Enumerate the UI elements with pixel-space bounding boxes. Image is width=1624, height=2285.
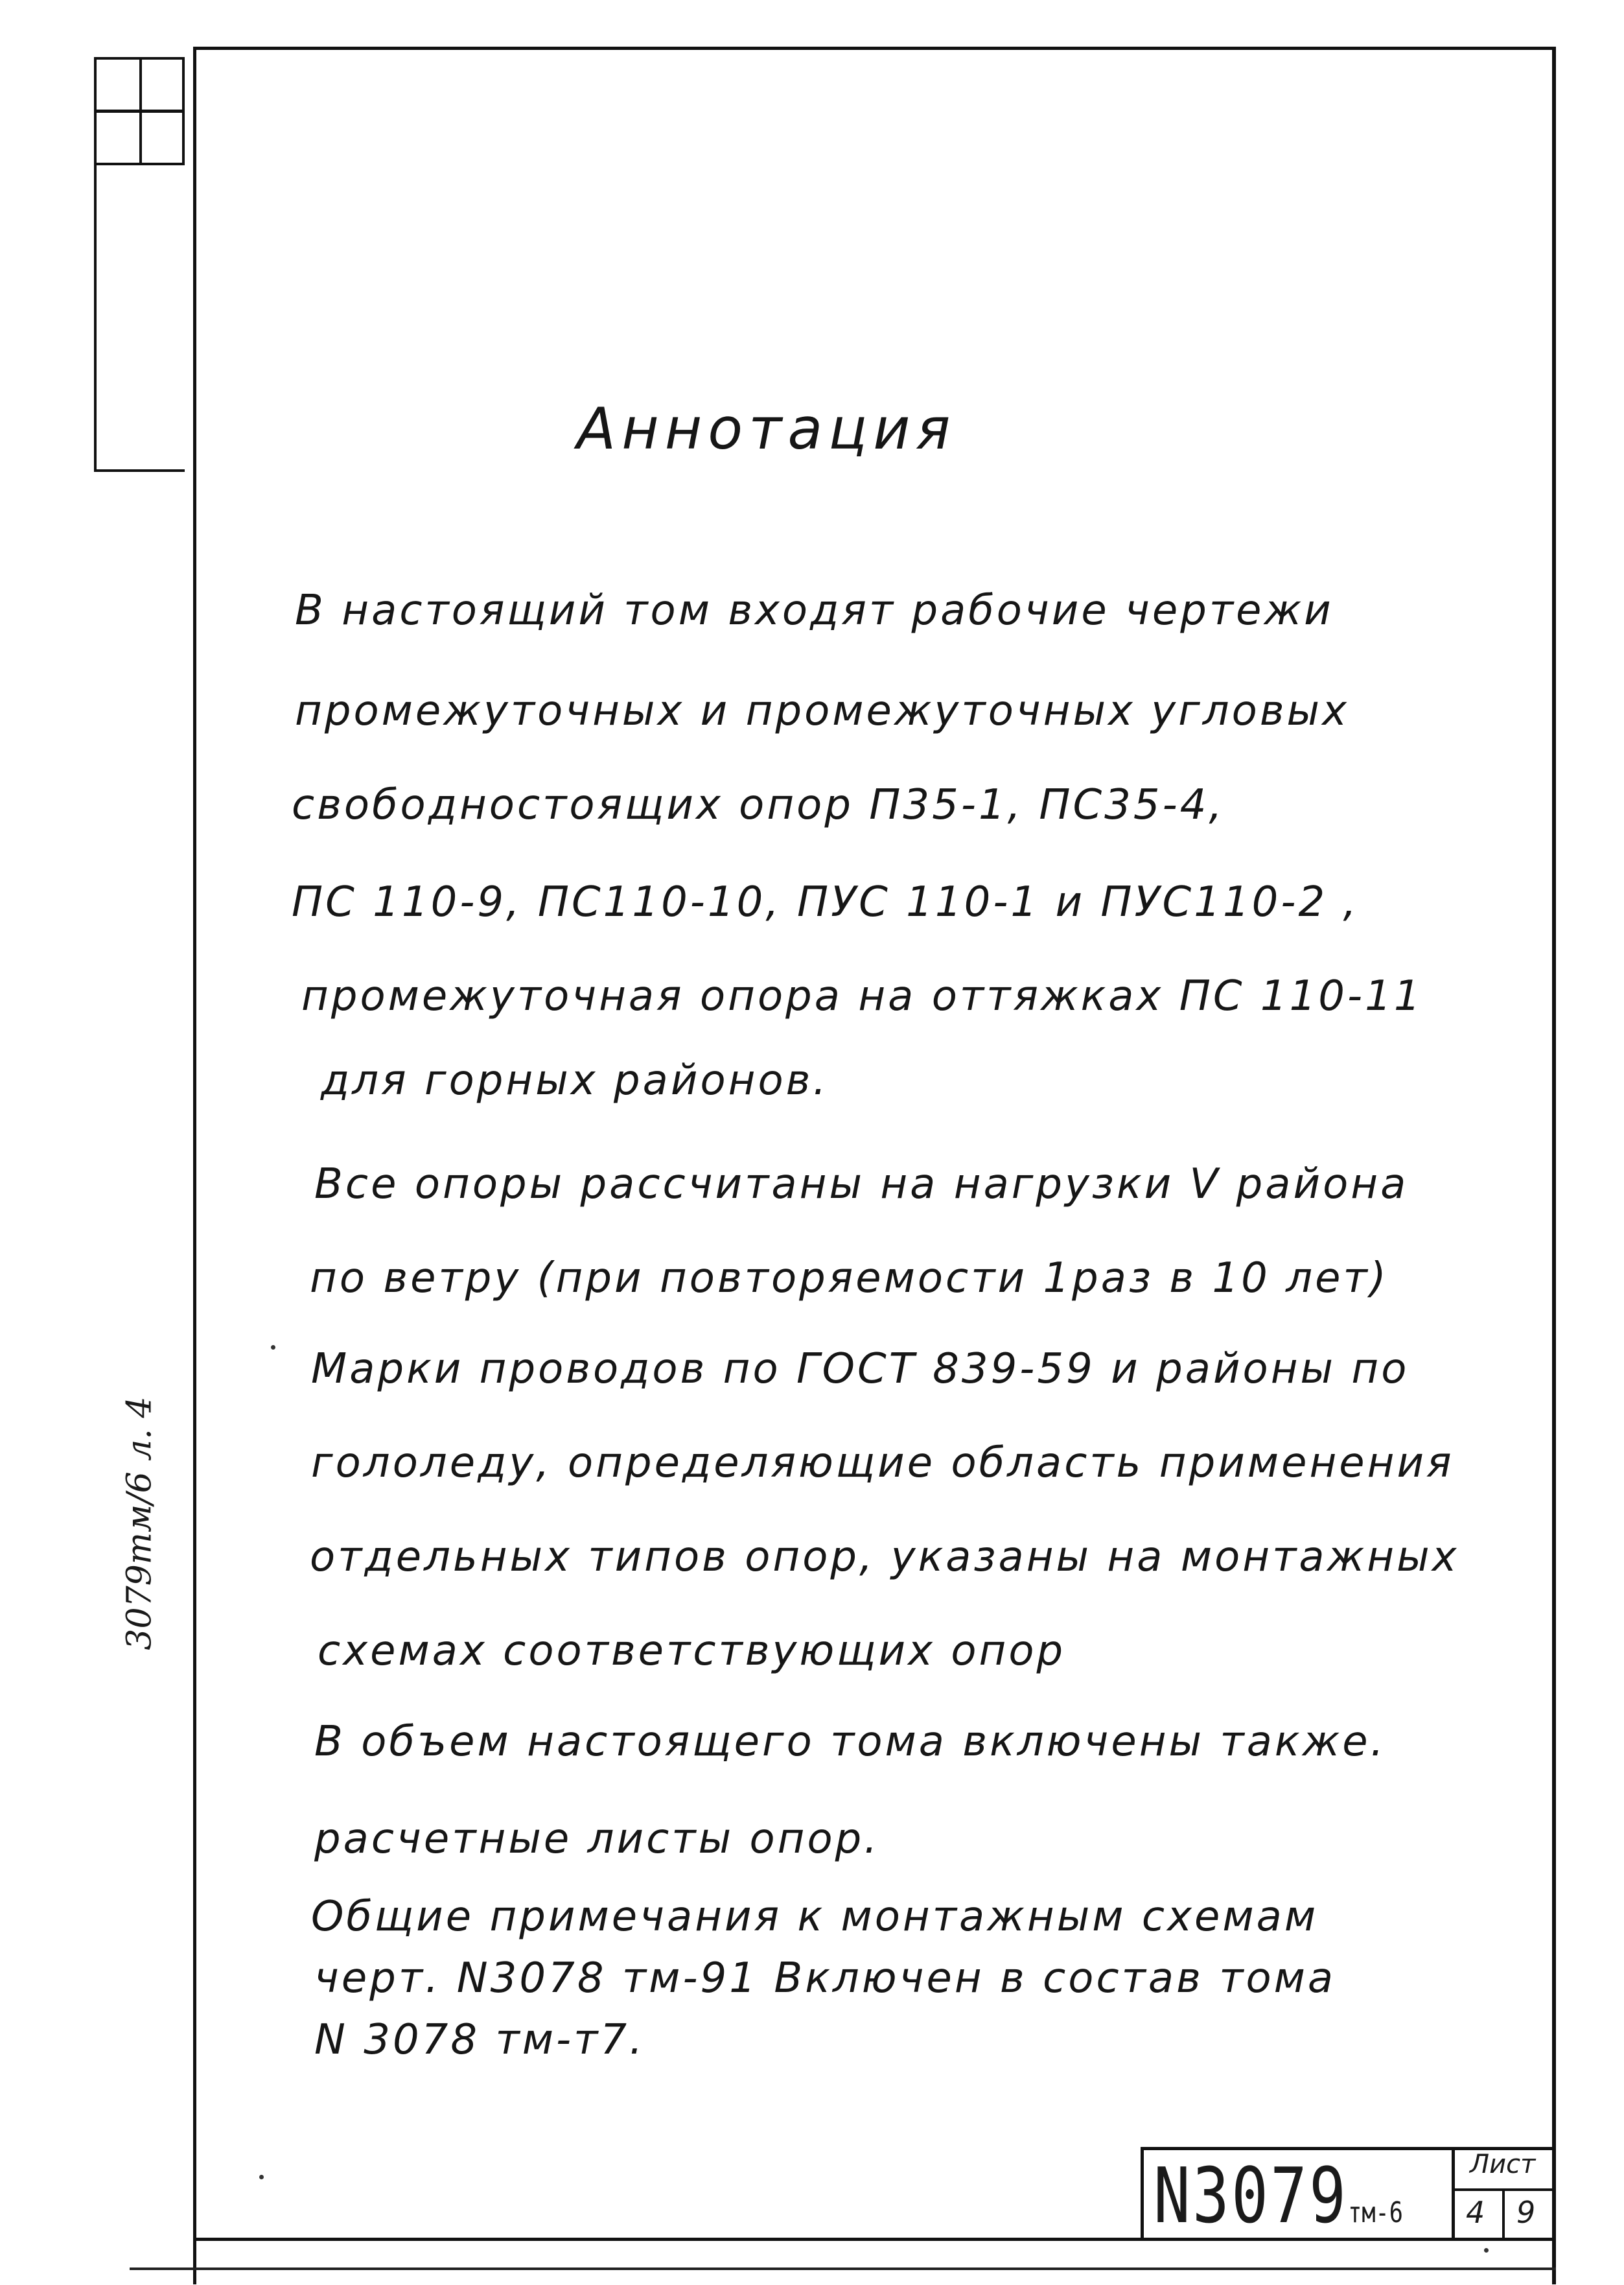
text-line: отдельных типов опор, указаны на монтажных bbox=[310, 1533, 1459, 1581]
text-line: черт. N3078 тм-91 Включен в состав тома bbox=[314, 1954, 1336, 2002]
scan-speck bbox=[259, 2175, 264, 2179]
text-line: промежуточная опора на оттяжках ПС 110-11 bbox=[301, 972, 1423, 1020]
text-line: ПС 110-9, ПС110-10, ПУС 110-1 и ПУС110-2 , bbox=[292, 878, 1359, 926]
sheet-trim-line bbox=[130, 2267, 1556, 2270]
text-line: схемах соответствующих опор bbox=[318, 1627, 1066, 1675]
text-line: N 3078 тм-т7. bbox=[314, 2016, 645, 2064]
text-line: Марки проводов по ГОСТ 839-59 и районы по bbox=[311, 1345, 1409, 1393]
sheet-total: 9 bbox=[1516, 2195, 1536, 2230]
drawing-number bbox=[1154, 2151, 1403, 2240]
text-line: В объем настоящего тома включены также. bbox=[314, 1718, 1386, 1766]
text-line: расчетные листы опор. bbox=[314, 1815, 880, 1863]
text-line: гололеду, определяющие область применения bbox=[311, 1439, 1454, 1487]
binding-cell-divider bbox=[139, 57, 185, 165]
binding-note bbox=[120, 1361, 188, 1685]
sheet-label: Лист bbox=[1470, 2150, 1536, 2179]
text-line: для горных районов. bbox=[321, 1057, 829, 1105]
sheet-divider bbox=[1502, 2188, 1505, 2238]
text-line: Все опоры рассчитаны на нагрузки V района bbox=[314, 1160, 1409, 1208]
text-line: Общие примечания к монтажным схемам bbox=[311, 1893, 1319, 1941]
text-line: свободностоящих опор П35-1, ПС35-4, bbox=[292, 781, 1225, 829]
scan-speck bbox=[271, 1345, 275, 1350]
text-line: по ветру (при повторяемости 1раз в 10 лет) bbox=[310, 1254, 1389, 1302]
text-line: В настоящий том входят рабочие чертежи bbox=[295, 587, 1334, 635]
text-line: промежуточных и промежуточных угловых bbox=[295, 687, 1349, 735]
binding-note-text: 3079тм/6 л. 4 bbox=[120, 1396, 159, 1650]
drawing-number-main: N3079 bbox=[1154, 2151, 1349, 2240]
sheet-number: 4 bbox=[1466, 2195, 1485, 2230]
scan-speck bbox=[1484, 2248, 1489, 2253]
drawing-number-suffix: тм-6 bbox=[1348, 2196, 1403, 2229]
page-title: Аннотация bbox=[577, 395, 957, 462]
